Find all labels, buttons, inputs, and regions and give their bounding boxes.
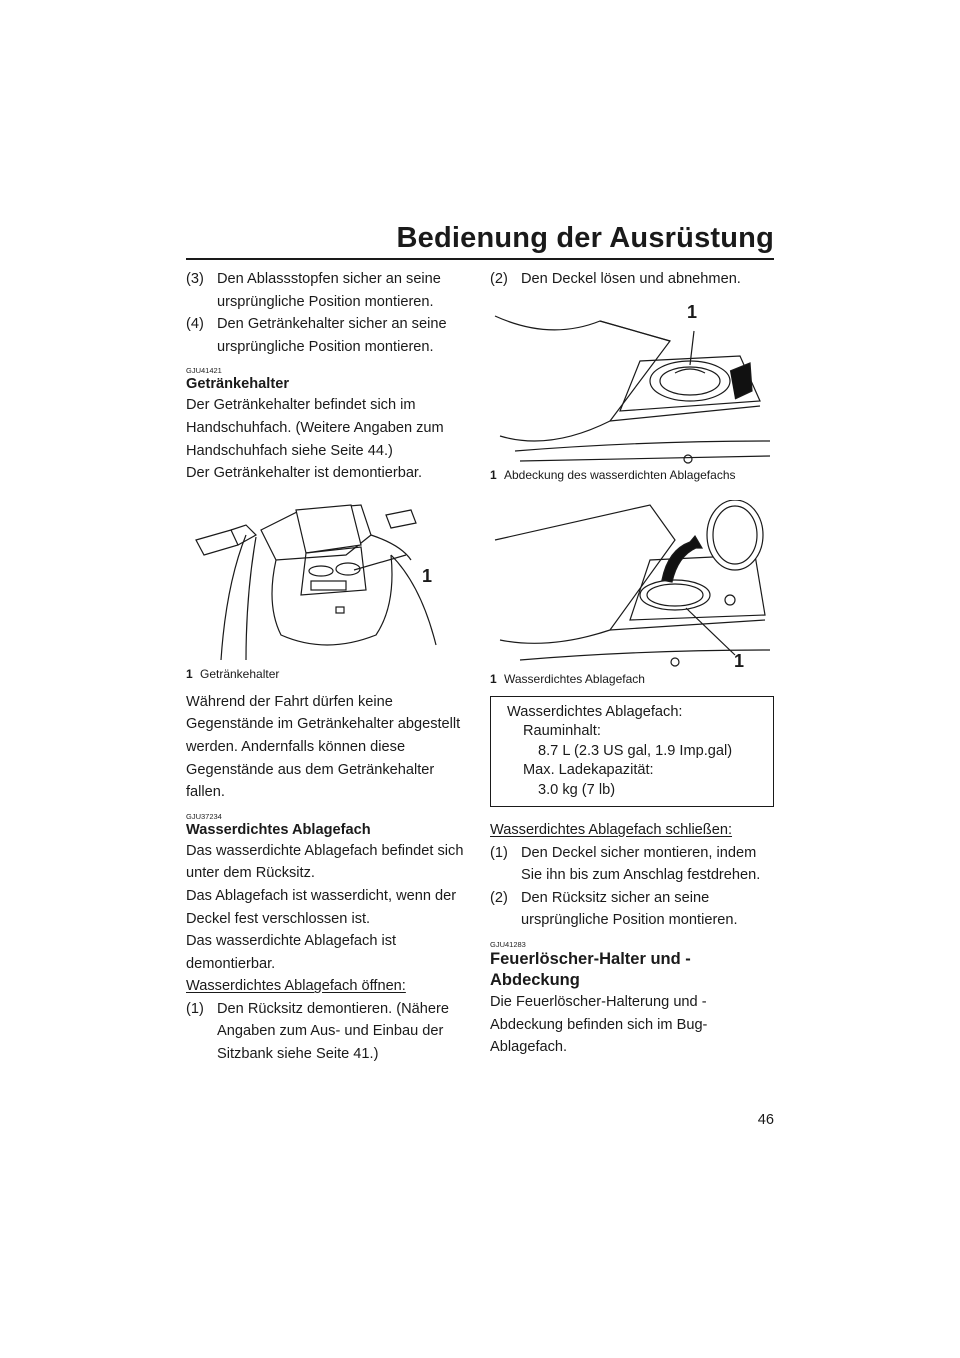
caption-number: 1: [186, 666, 193, 681]
step-text: Den Rücksitz demontieren. (Nähere Angaben zum Aus- und Einbau der Sitzbank siehe Seite 41.): [217, 1000, 449, 1063]
spec-box: [490, 696, 774, 808]
step-text: Den Ablassstopfen sicher an seine ursprüngliche Position montieren.: [217, 271, 441, 310]
page-number: 46: [757, 1112, 774, 1128]
step-number: (2): [490, 889, 508, 906]
spec-value: 3.0 kg (7 lb): [538, 781, 616, 798]
section-title-feuerloescher: Feuerlöscher-Halter und -Abdeckung: [490, 950, 691, 990]
spec-value: 8.7 L (2.3 US gal, 1.9 Imp.gal): [538, 742, 733, 759]
step-number: (1): [186, 1000, 204, 1017]
paragraph: Der Getränkehalter befindet sich im Handschuhfach. (Weitere Angaben zum Handschuhfach siehe Seite 44.): [186, 397, 444, 459]
step-text: Den Rücksitz sicher an seine ursprüngliche Position montieren.: [521, 889, 738, 929]
close-step-1: [490, 842, 774, 887]
step-number: (4): [186, 316, 204, 333]
storage-compartment-illustration: [490, 500, 774, 670]
paragraph: Der Getränkehalter ist demontierbar.: [186, 465, 423, 482]
right-column: [490, 268, 774, 1059]
paragraph: Die Feuerlöscher-Halterung und -Abdeckung befinden sich im Bug-Ablagefach.: [490, 994, 708, 1056]
cup-holder-illustration: [186, 495, 446, 665]
caption-text: Getränkehalter: [200, 666, 280, 681]
callout-number: 1: [422, 565, 433, 586]
page-title: Bedienung der Ausrüstung: [396, 222, 774, 254]
figure-caption: [186, 667, 464, 681]
step-3: [186, 268, 464, 313]
caption-text: Wasserdichtes Ablagefach: [504, 671, 645, 686]
step-number: (2): [490, 271, 508, 287]
close-step-2: [490, 887, 774, 932]
spec-label: Rauminhalt:: [523, 723, 601, 740]
step-text: Den Deckel sicher montieren, indem Sie ihn bis zum Anschlag festdrehen.: [521, 844, 761, 884]
step-4: [186, 313, 464, 358]
callout-number: 1: [687, 301, 698, 322]
caption-text: Abdeckung des wasserdichten Ablagefachs: [504, 467, 736, 482]
paragraph: Das wasserdichte Ablagefach ist demontierbar.: [186, 933, 397, 972]
step-2: [490, 268, 774, 291]
figure-caption: [490, 468, 774, 482]
step-text: Den Getränkehalter sicher an seine ursprüngliche Position montieren.: [217, 316, 447, 355]
paragraph: Das wasserdichte Ablagefach befindet sich unter dem Rücksitz.: [186, 842, 464, 882]
subheading-close: Wasserdichtes Ablagefach schließen:: [490, 822, 733, 839]
paragraph: Während der Fahrt dürfen keine Gegenstände im Getränkehalter abgestellt werden. Andernfalls können diese Gegenstände aus dem Getränkehalter fallen.: [186, 693, 461, 801]
section-title-getraenkehalter: Getränkehalter: [186, 376, 290, 393]
step-text: Den Deckel lösen und abnehmen.: [521, 271, 741, 287]
section-code: GJU37234: [186, 811, 222, 821]
open-step-1: [186, 998, 464, 1066]
left-column: [186, 268, 464, 1066]
caption-number: 1: [490, 671, 497, 686]
figure-storage-cover: [490, 301, 774, 482]
callout-number: 1: [734, 650, 745, 671]
storage-cover-illustration: [490, 301, 774, 466]
paragraph: Das Ablagefach ist wasserdicht, wenn der Deckel fest verschlossen ist.: [186, 887, 457, 927]
figure-cup-holder: [186, 495, 464, 681]
figure-caption: [490, 672, 774, 686]
caption-number: 1: [490, 467, 497, 482]
subheading-open: Wasserdichtes Ablagefach öffnen:: [186, 978, 406, 995]
step-number: (3): [186, 271, 204, 287]
section-code: GJU41421: [186, 366, 222, 376]
step-number: (1): [490, 844, 508, 861]
figure-storage-compartment: [490, 500, 774, 686]
spec-title: Wasserdichtes Ablagefach:: [507, 703, 683, 720]
title-rule: [186, 258, 774, 260]
spec-label: Max. Ladekapazität:: [523, 762, 654, 779]
section-title-wasserdichtes-ablagefach: Wasserdichtes Ablagefach: [186, 821, 371, 838]
section-code: GJU41283: [490, 940, 526, 950]
